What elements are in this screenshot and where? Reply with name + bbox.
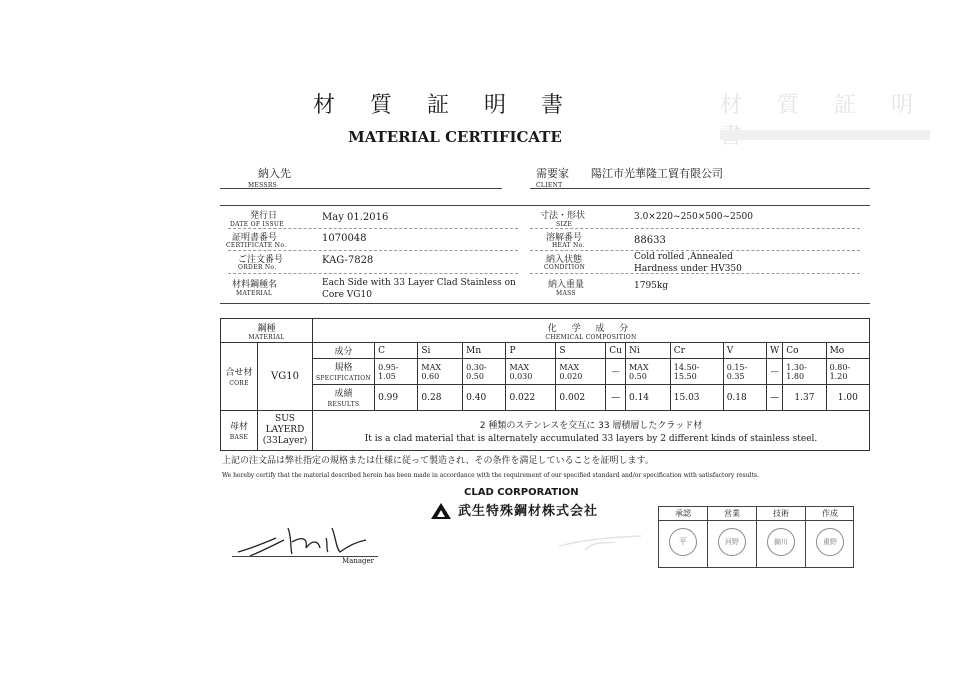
mass-value: 1795kg [634, 281, 669, 291]
chem-header-jp: 化 学 成 分 [547, 323, 635, 334]
element-s: S [556, 343, 606, 359]
base-side-jp: 母材 [229, 422, 248, 432]
stamp-label-prepared: 作成 [805, 507, 854, 521]
order-value: KAG-7828 [322, 255, 374, 266]
fields-bottom-line [220, 303, 870, 304]
date-label-en: DATE OF ISSUE [230, 221, 284, 228]
result-ni: 0.14 [625, 385, 670, 411]
stamp-divider-1 [707, 520, 708, 567]
seal-approval-icon: 平 [669, 528, 697, 556]
cert-no-row-line [228, 250, 518, 251]
size-row-line [530, 228, 860, 229]
order-row-line [228, 273, 518, 274]
heat-value: 88633 [634, 235, 666, 246]
result-mn: 0.40 [463, 385, 506, 411]
element-p: P [506, 343, 556, 359]
client-label-en: CLIENT [536, 182, 563, 189]
spec-mn: 0.30-0.50 [463, 359, 506, 385]
spec-s: MAX 0.020 [556, 359, 606, 385]
comp-row-label: 成分 [313, 343, 375, 359]
element-v: V [723, 343, 766, 359]
size-value: 3.0×220~250×500~2500 [634, 212, 753, 222]
title-en: MATERIAL CERTIFICATE [348, 128, 562, 146]
heat-label-jp: 溶解番号 [546, 233, 583, 243]
steel-header-jp: 鋼種 [257, 323, 276, 334]
material-value: Each Side with 33 Layer Clad Stainless on Core VG10 [322, 278, 516, 300]
core-side-en: CORE [229, 380, 249, 387]
stamp-label-approval: 承認 [659, 507, 707, 521]
spec-w: — [767, 359, 783, 385]
mass-label-jp: 納入重量 [548, 280, 585, 290]
order-label-en: ORDER No. [238, 264, 277, 271]
result-s: 0.002 [556, 385, 606, 411]
stamp-divider-2 [756, 520, 757, 567]
element-c: C [375, 343, 418, 359]
spec-row-label [313, 359, 375, 385]
material-label-en: MATERIAL [236, 290, 273, 297]
stamp-label-sales: 営業 [707, 507, 756, 521]
messrs-label-en: MESSRS [248, 182, 278, 189]
result-row-label [313, 385, 375, 411]
core-side-label [221, 343, 258, 411]
size-label-jp: 寸法・形状 [540, 211, 586, 221]
seal-technical-icon: 錦川 [767, 528, 795, 556]
result-si: 0.28 [418, 385, 463, 411]
spec-label-jp: 規格 [334, 363, 353, 373]
element-co: Co [783, 343, 826, 359]
condition-row-line [530, 273, 860, 274]
certify-statement-jp: 上記の注文品は弊社指定の規格または仕様に従って製造され、その条件を満足していることを証明します。 [222, 456, 654, 466]
base-side-label [221, 411, 258, 451]
base-note [313, 411, 870, 451]
size-label-en: SIZE [556, 221, 573, 228]
chem-header-en: CHEMICAL COMPOSITION [545, 333, 637, 341]
spec-cr: 14.50-15.50 [670, 359, 723, 385]
approval-stamp-box [658, 506, 854, 568]
result-label-en: RESULTS [327, 401, 360, 408]
heat-label-en: HEAT No. [552, 242, 585, 249]
seal-prepared-icon: 重野 [816, 528, 844, 556]
result-co: 1.37 [783, 385, 826, 411]
messrs-label-jp: 納入先 [258, 167, 291, 180]
client-value: 陽江市光華隆工貿有限公司 [591, 167, 723, 180]
cert-no-label-jp: 証明書番号 [232, 233, 278, 243]
date-value: May 01.2016 [322, 212, 389, 223]
company-name-en: CLAD CORPORATION [464, 487, 579, 498]
base-material-line3: (33Layer) [262, 436, 308, 446]
chemical-composition-table [220, 318, 870, 451]
result-cu: — [606, 385, 626, 411]
base-material-line1: SUS [275, 414, 295, 424]
steel-header [221, 319, 313, 343]
result-cr: 15.03 [670, 385, 723, 411]
spec-v: 0.15-0.35 [723, 359, 766, 385]
base-material-line2: LAYERD [265, 425, 305, 435]
result-p: 0.022 [506, 385, 556, 411]
title-jp: 材 質 証 明 書 [313, 93, 577, 118]
spec-label-en: SPECIFICATION [316, 375, 372, 382]
spec-p: MAX 0.030 [506, 359, 556, 385]
client-underline [530, 188, 870, 189]
spec-cu: — [606, 359, 626, 385]
condition-label-en: CONDITION [544, 264, 586, 271]
element-cu: Cu [606, 343, 626, 359]
element-mn: Mn [463, 343, 506, 359]
spec-mo: 0.80-1.20 [826, 359, 869, 385]
seal-sales-icon: 河野 [718, 528, 746, 556]
base-material [258, 411, 313, 451]
element-si: Si [418, 343, 463, 359]
certify-statement-en: We hereby certify that the material described herein has been made in accordance with the requirement of our specified standard and/or specification with satisfactory results. [222, 472, 759, 479]
result-label-jp: 成績 [334, 389, 353, 399]
mass-label-en: MASS [556, 290, 576, 297]
steel-header-en: MATERIAL [248, 333, 285, 341]
element-cr: Cr [670, 343, 723, 359]
condition-label-jp: 納入状態 [546, 255, 583, 265]
company-logo-icon [430, 502, 452, 524]
stamp-label-technical: 技術 [756, 507, 805, 521]
condition-value: Cold rolled ,Annealed Hardness under HV350 [634, 252, 742, 274]
fields-top-line [220, 205, 870, 206]
spec-co: 1.30-1.80 [783, 359, 826, 385]
element-ni: Ni [625, 343, 670, 359]
result-w: — [767, 385, 783, 411]
material-label-jp: 材料鋼種名 [232, 280, 278, 290]
date-label-jp: 発行日 [250, 211, 278, 221]
base-note-jp: 2 種類のステンレスを交互に 33 層積層したクラッド材 [479, 420, 703, 431]
core-side-jp: 合せ材 [225, 368, 253, 378]
manager-label: Manager [342, 557, 374, 565]
result-mo: 1.00 [826, 385, 869, 411]
order-label-jp: ご注文番号 [238, 255, 284, 265]
spec-ni: MAX 0.50 [625, 359, 670, 385]
chem-header [313, 319, 870, 343]
element-w: W [767, 343, 783, 359]
result-v: 0.18 [723, 385, 766, 411]
cert-no-value: 1070048 [322, 233, 367, 244]
result-c: 0.99 [375, 385, 418, 411]
spec-c: 0.95-1.05 [375, 359, 418, 385]
ghost-signature-showthrough [555, 530, 645, 554]
base-note-en: It is a clad material that is alternately accumulated 33 layers by 2 different kinds of stainless steel. [364, 433, 818, 444]
messrs-underline [220, 188, 502, 189]
company-name-jp: 武生特殊鋼材株式会社 [458, 504, 599, 519]
base-side-en: BASE [229, 434, 249, 441]
client-label-jp: 需要家 [536, 167, 569, 180]
element-mo: Mo [826, 343, 869, 359]
ghost-title-showthrough: 材 質 証 明 [720, 93, 927, 118]
core-material: VG10 [258, 343, 313, 411]
date-row-line [228, 228, 518, 229]
cert-no-label-en: CERTIFICATE No. [226, 242, 287, 249]
spec-si: MAX 0.60 [418, 359, 463, 385]
stamp-divider-3 [805, 520, 806, 567]
